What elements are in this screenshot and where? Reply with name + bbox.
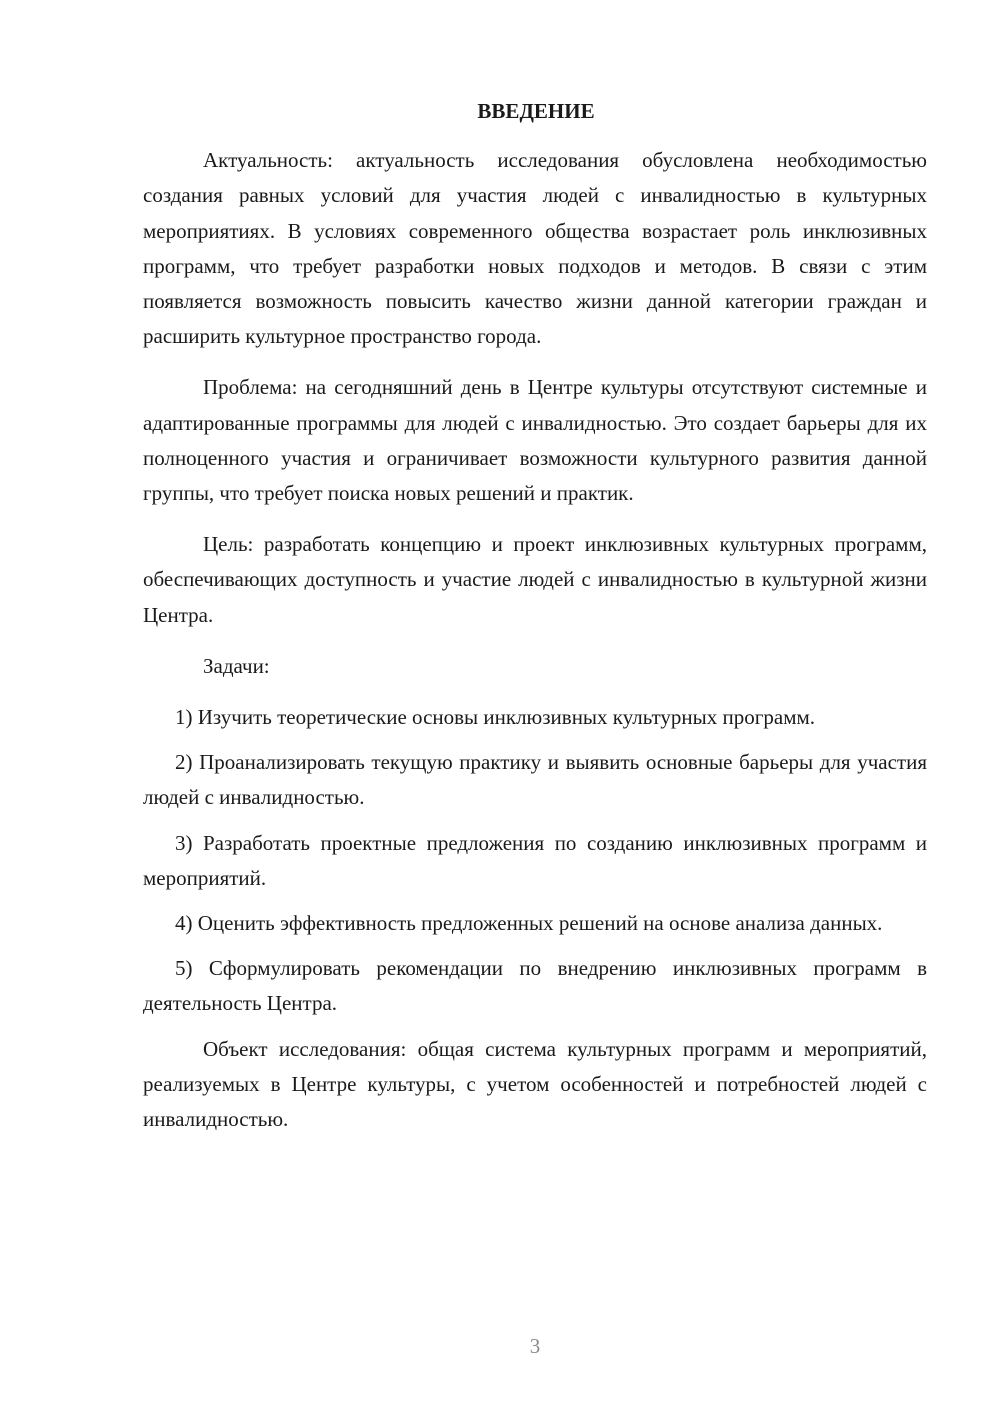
- task-item: 2) Проанализировать текущую практику и выявить основные барьеры для участия людей с инвалидностью.: [143, 750, 927, 810]
- task-item: 4) Оценить эффективность предложенных решений на основе анализа данных.: [175, 911, 883, 936]
- object-paragraph: Объект исследования: общая система культурных программ и мероприятий, реализуемых в Центре культуры, с учетом особенностей и потребностей людей с инвалидностью.: [143, 1036, 927, 1132]
- document-page: [143, 94, 927, 1153]
- task-item: 3) Разработать проектные предложения по созданию инклюзивных программ и мероприятий.: [143, 830, 927, 890]
- task-item: 5) Сформулировать рекомендации по внедрению инклюзивных программ в деятельность Центра.: [143, 956, 927, 1016]
- problem-paragraph: Проблема: на сегодняшний день в Центре культуры отсутствуют системные и адаптированные программы для людей с инвалидностью. Это создает барьеры для их полноценного участия и ограничивает возможности культурного развития данной группы, что требует поиска новых решений и практик.: [143, 375, 927, 506]
- relevance-paragraph: Актуальность: актуальность исследования обусловлена необходимостью создания равных условий для участия людей с инвалидностью в культурных мероприятиях. В условиях современного общества возрастает роль инклюзивных программ, что требует разработки новых подходов и методов. В связи с этим появляется возможность повысить качество жизни данной категории граждан и расширить культурное пространство города.: [143, 148, 927, 349]
- goal-paragraph: Цель: разработать концепцию и проект инклюзивных культурных программ, обеспечивающих доступность и участие людей с инвалидностью в культурной жизни Центра.: [143, 532, 927, 627]
- tasks-heading: Задачи:: [203, 653, 270, 678]
- section-title: ВВЕДЕНИЕ: [477, 99, 595, 123]
- page-number: 3: [529, 1334, 541, 1358]
- task-item: 1) Изучить теоретические основы инклюзивных культурных программ.: [175, 705, 816, 730]
